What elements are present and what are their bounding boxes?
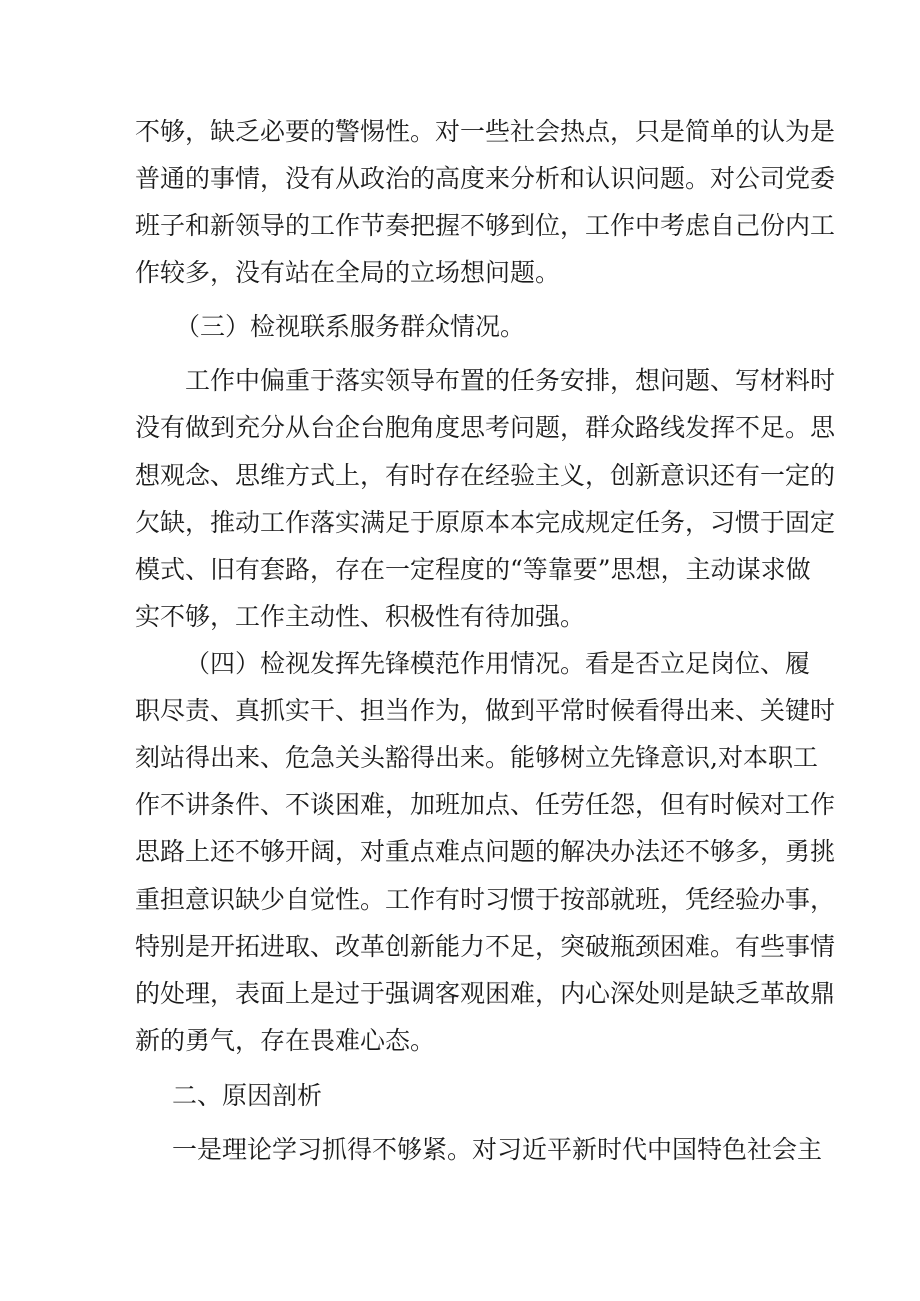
- paragraph-line: 工作中偏重于落实领导布置的任务安排，想问题、写材料时: [185, 366, 836, 395]
- paragraph-line: 一是理论学习抓得不够紧。对习近平新时代中国特色社会主: [172, 1135, 823, 1164]
- paragraph-line: 没有做到充分从台企台胞角度思考问题，群众路线发挥不足。思: [135, 413, 836, 442]
- paragraph-line: 实不够，工作主动性、积极性有待加强。: [135, 602, 586, 631]
- paragraph-line: 班子和新领导的工作节奏把握不够到位，工作中考虑自己份内工: [135, 211, 836, 240]
- paragraph-line: 重担意识缺少自觉性。工作有时习惯于按部就班，凭经验办事，: [135, 885, 836, 914]
- paragraph-line: 思路上还不够开阔，对重点难点问题的解决办法还不够多，勇挑: [135, 837, 836, 866]
- paragraph-line: 欠缺，推动工作落实满足于原原本本完成规定任务，习惯于固定: [135, 508, 836, 537]
- paragraph-line: 刻站得出来、危急关头豁得出来。能够树立先锋意识,对本职工: [135, 743, 818, 772]
- paragraph-line: 新的勇气，存在畏难心态。: [135, 1026, 436, 1055]
- section-heading-3: （三）检视联系服务群众情况。: [175, 312, 526, 341]
- section-heading-cause-analysis: 二、原因剖析: [172, 1081, 323, 1110]
- paragraph-line: 作较多，没有站在全局的立场想问题。: [135, 258, 561, 287]
- paragraph-line: 的处理，表面上是过于强调客观困难，内心深处则是缺乏革故鼎: [135, 979, 836, 1008]
- paragraph-line: 模式、旧有套路，存在一定程度的“等靠要”思想，主动谋求做: [135, 555, 811, 584]
- paragraph-line: 普通的事情，没有从政治的高度来分析和认识问题。对公司党委: [135, 164, 836, 193]
- paragraph-line: 不够，缺乏必要的警惕性。对一些社会热点，只是简单的认为是: [135, 117, 836, 146]
- section-heading-4: （四）检视发挥先锋模范作用情况。看是否立足岗位、履: [185, 649, 811, 678]
- paragraph-line: 职尽责、真抓实干、担当作为，做到平常时候看得出来、关键时: [135, 696, 836, 725]
- paragraph-line: 想观念、思维方式上，有时存在经验主义，创新意识还有一定的: [135, 461, 836, 490]
- paragraph-line: 作不讲条件、不谈困难，加班加点、任劳任怨，但有时候对工作: [135, 790, 836, 819]
- paragraph-line: 特别是开拓进取、改革创新能力不足，突破瓶颈困难。有些事情: [135, 932, 836, 961]
